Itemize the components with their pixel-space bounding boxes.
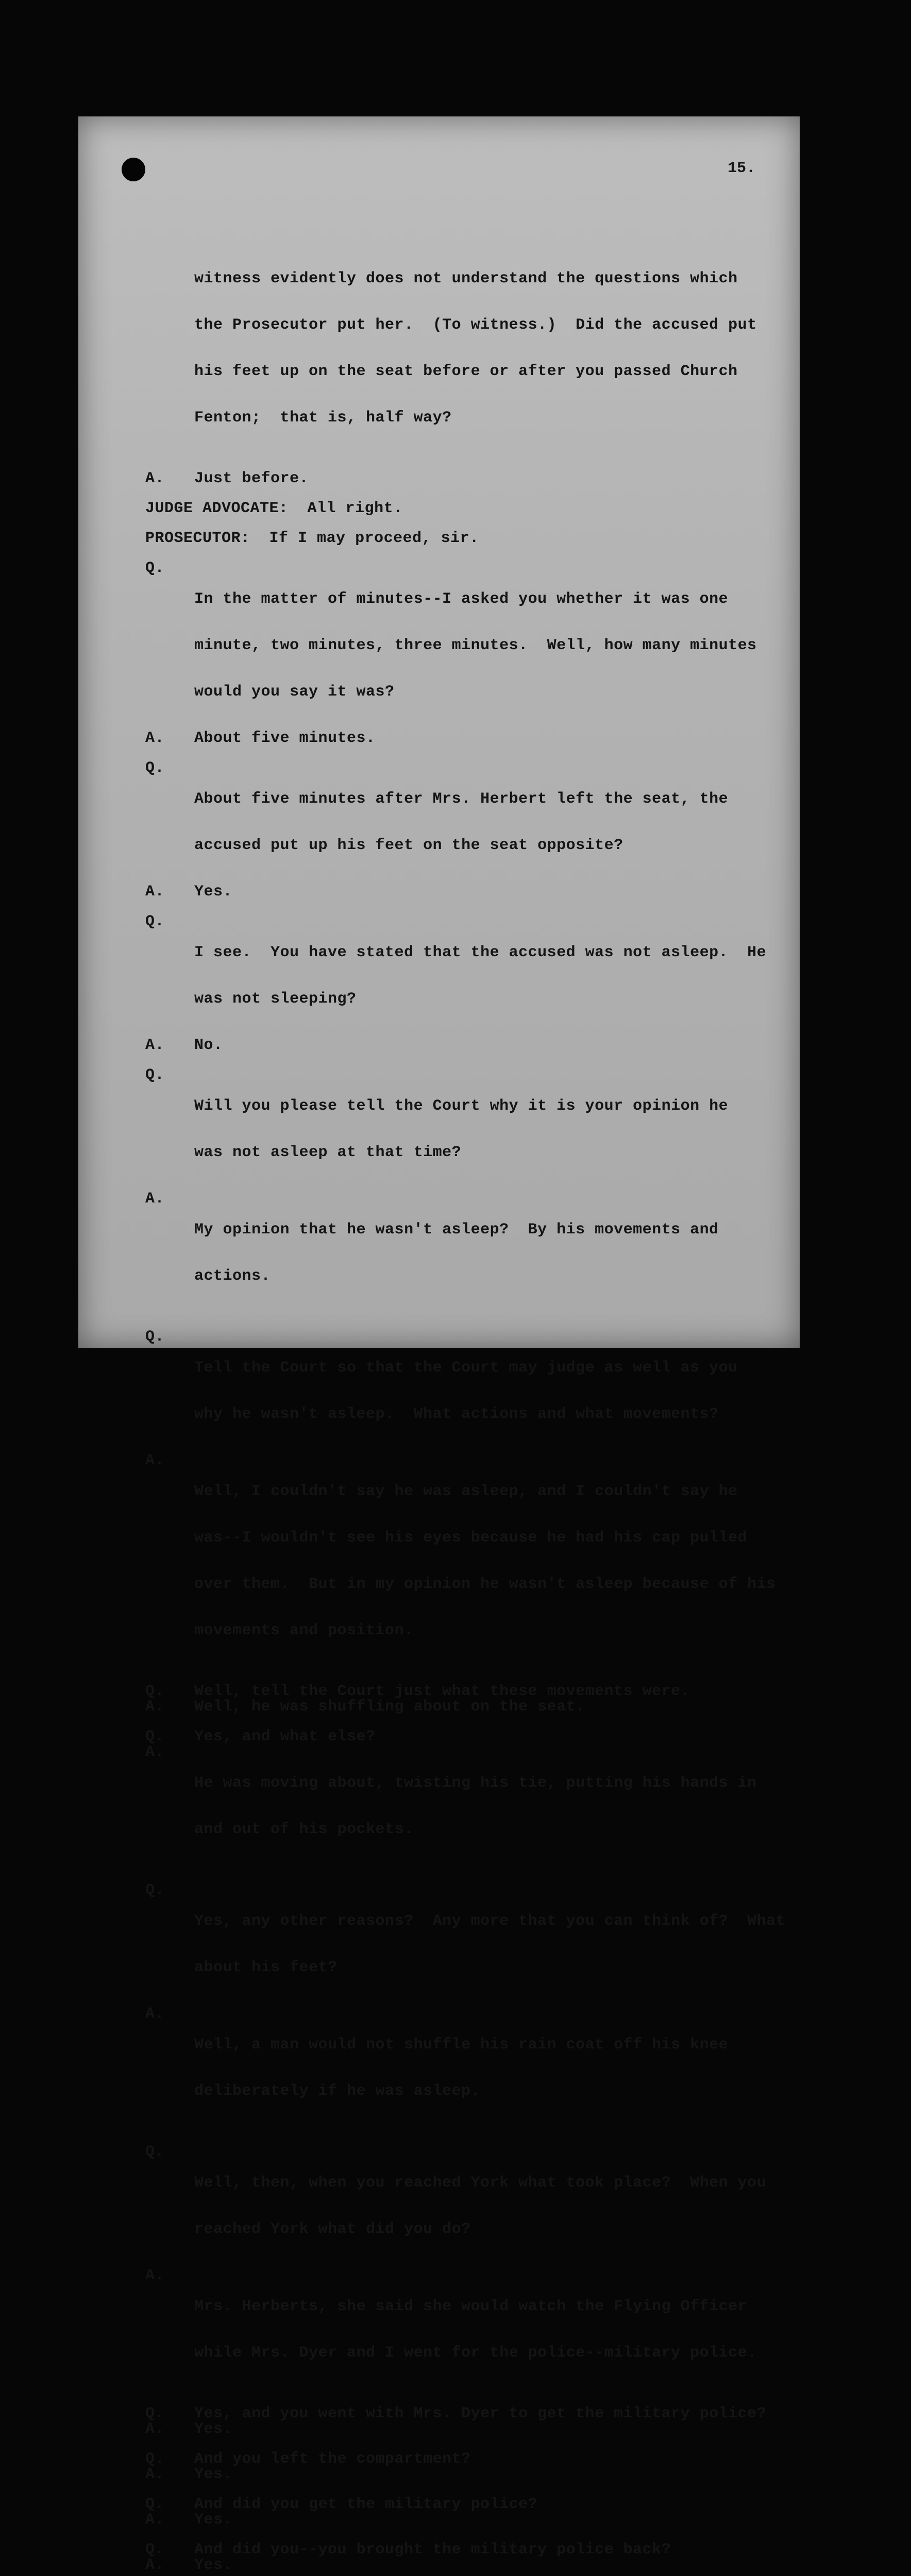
answer-entry xyxy=(145,1453,774,1669)
answer-label: A. xyxy=(145,1190,165,1208)
answer-label: A. xyxy=(145,2267,165,2284)
answer-entry xyxy=(145,1744,774,1868)
question-label: Q. xyxy=(145,2143,165,2161)
answer-entry xyxy=(145,2512,774,2528)
text-line: Yes. xyxy=(194,2556,233,2574)
text-line: why he wasn't asleep. What actions and what movements? xyxy=(194,1405,719,1423)
text-line: Yes. xyxy=(194,2420,233,2438)
question-entry xyxy=(145,1729,774,1744)
question-entry xyxy=(145,1684,774,1699)
answer-entry xyxy=(145,1038,774,1053)
text-line: Well, he was shuffling about on the seat. xyxy=(194,1698,585,1716)
text-line: Well, tell the Court just what these movements were. xyxy=(194,1683,690,1700)
question-entry xyxy=(145,2497,774,2512)
text-line: and out of his pockets. xyxy=(194,1821,414,1838)
entry-label xyxy=(145,240,194,456)
text-line: And did you get the military police? xyxy=(194,2496,538,2513)
text-line: over them. But in my opinion he wasn't asleep because of his xyxy=(194,1575,776,1593)
text-line: In the matter of minutes--I asked you whether it was one xyxy=(194,590,729,608)
text-line: Well, a man would not shuffle his rain coat off his knee xyxy=(194,2036,729,2054)
question-label: Q. xyxy=(145,2541,165,2558)
text-line: was not asleep at that time? xyxy=(194,1144,462,1161)
text-line: the Prosecutor put her. (To witness.) Did the accused put xyxy=(194,316,757,334)
answer-entry xyxy=(145,2421,774,2437)
text-line: his feet up on the seat before or after you passed Church xyxy=(194,363,738,380)
answer-label: A. xyxy=(145,1743,165,1761)
page-number: 15. xyxy=(727,160,755,177)
answer-label: A. xyxy=(145,2466,165,2483)
prosecutor-line: PROSECUTOR: If I may proceed, sir. xyxy=(145,530,479,547)
question-entry xyxy=(145,2144,774,2268)
question-label: Q. xyxy=(145,1328,165,1346)
question-label: Q. xyxy=(145,2450,165,2468)
text-line: actions. xyxy=(194,1267,271,1285)
text-line: Yes, any other reasons? Any more that you can think of? What xyxy=(194,1912,786,1930)
text-line: accused put up his feet on the seat opposite? xyxy=(194,837,623,854)
answer-entry xyxy=(145,2268,774,2392)
text-line: No. xyxy=(194,1037,223,1054)
judge-advocate-line: JUDGE ADVOCATE: All right. xyxy=(145,500,403,517)
question-entry xyxy=(145,2406,774,2421)
text-line: He was moving about, twisting his tie, putting his hands in xyxy=(194,1774,757,1792)
answer-entry xyxy=(145,471,774,486)
answer-entry xyxy=(145,731,774,746)
answer-label: A. xyxy=(145,883,165,901)
transcript-entry xyxy=(145,240,774,456)
text-line: witness evidently does not understand the questions which xyxy=(194,270,738,287)
question-entry xyxy=(145,1329,774,1453)
question-label: Q. xyxy=(145,1683,165,1700)
question-label: Q. xyxy=(145,759,165,777)
answer-entry xyxy=(145,1191,774,1315)
question-entry xyxy=(145,760,774,884)
punch-hole xyxy=(122,158,145,181)
answer-label: A. xyxy=(145,1037,165,1054)
text-line: about his feet? xyxy=(194,1959,338,1976)
text-line: movements and position. xyxy=(194,1622,414,1639)
answer-label: A. xyxy=(145,1452,165,1469)
question-label: Q. xyxy=(145,2496,165,2513)
text-line: Well, I couldn't say he was asleep, and I couldn't say he xyxy=(194,1483,738,1500)
question-entry xyxy=(145,2451,774,2467)
text-line: About five minutes after Mrs. Herbert left the seat, the xyxy=(194,790,729,808)
text-line: And did you--you brought the military police back? xyxy=(194,2541,671,2558)
text-line: while Mrs. Dyer and I went for the police--military police. xyxy=(194,2344,757,2362)
question-label: Q. xyxy=(145,913,165,930)
answer-label: A. xyxy=(145,470,165,487)
text-line: Yes, and you went with Mrs. Dyer to get the military police? xyxy=(194,2405,767,2422)
text-line: Yes. xyxy=(194,2511,233,2529)
text-line: Yes, and what else? xyxy=(194,1728,376,1745)
question-label: Q. xyxy=(145,1882,165,1899)
text-line: Will you please tell the Court why it is your opinion he xyxy=(194,1097,729,1115)
text-line: And you left the compartment? xyxy=(194,2450,471,2468)
answer-label: A. xyxy=(145,730,165,747)
question-entry xyxy=(145,2542,774,2557)
question-label: Q. xyxy=(145,2405,165,2422)
question-label: Q. xyxy=(145,560,165,577)
question-entry xyxy=(145,1882,786,2006)
text-line: Mrs. Herberts, she said she would watch the Flying Officer xyxy=(194,2298,748,2315)
answer-entry xyxy=(145,884,774,900)
text-line: Yes. xyxy=(194,2466,233,2483)
question-label: Q. xyxy=(145,1728,165,1745)
text-line: was--I wouldn't see his eyes because he had his cap pulled xyxy=(194,1529,748,1547)
question-entry xyxy=(145,1067,774,1191)
text-line: My opinion that he wasn't asleep? By his movements and xyxy=(194,1221,719,1239)
answer-label: A. xyxy=(145,2511,165,2529)
answer-label: A. xyxy=(145,2005,165,2023)
document-page xyxy=(78,116,800,2574)
question-entry xyxy=(145,914,774,1038)
text-line: would you say it was? xyxy=(194,683,395,701)
answer-entry xyxy=(145,1699,774,1715)
text-line: was not sleeping? xyxy=(194,990,357,1008)
question-label: Q. xyxy=(145,1066,165,1084)
answer-label: A. xyxy=(145,2420,165,2438)
answer-entry xyxy=(145,2467,774,2482)
answer-entry xyxy=(145,2006,774,2130)
transcript-body xyxy=(145,240,786,2576)
text-line: Yes. xyxy=(194,883,233,901)
text-line: I see. You have stated that the accused was not asleep. He xyxy=(194,944,767,961)
answer-entry xyxy=(145,2557,774,2573)
answer-label: A. xyxy=(145,2556,165,2574)
question-entry xyxy=(145,561,774,731)
text-line: minute, two minutes, three minutes. Well, how many minutes xyxy=(194,637,757,654)
text-line: Tell the Court so that the Court may judge as well as you xyxy=(194,1359,738,1377)
text-line: Just before. xyxy=(194,470,309,487)
text-line: reached York what did you do? xyxy=(194,2221,471,2238)
text-line: Fenton; that is, half way? xyxy=(194,409,452,427)
text-line: deliberately if he was asleep. xyxy=(194,2082,481,2100)
text-line: About five minutes. xyxy=(194,730,376,747)
answer-label: A. xyxy=(145,1698,165,1716)
text-line: Well, then, when you reached York what took place? When you xyxy=(194,2174,767,2192)
